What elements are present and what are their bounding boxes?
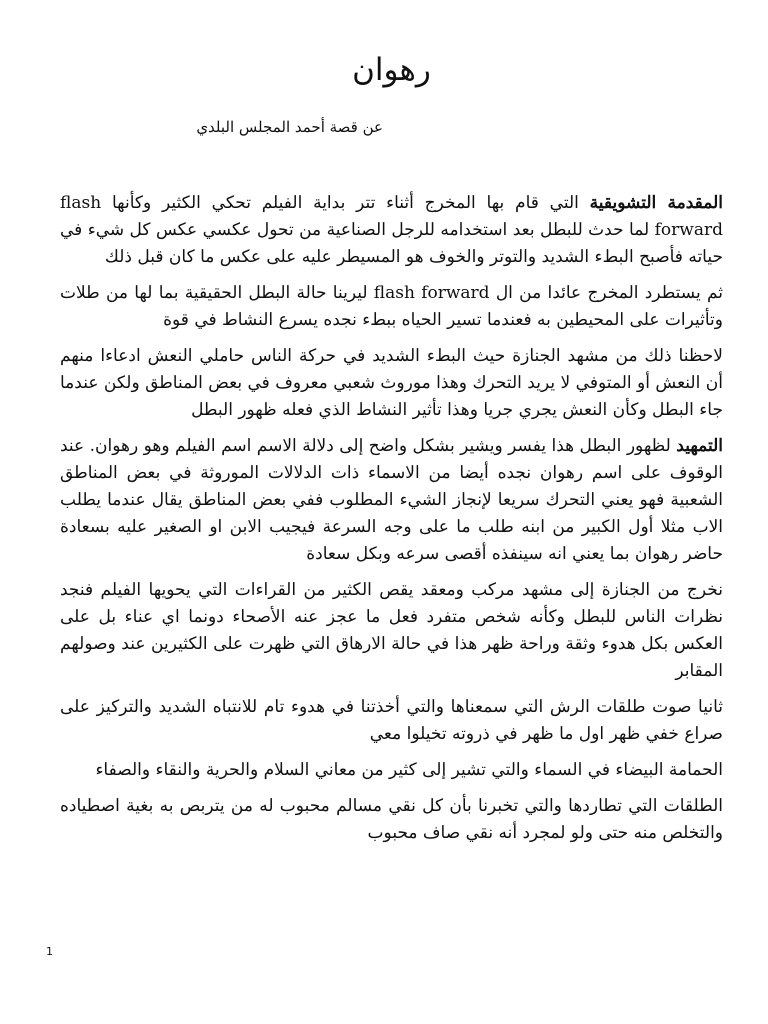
- paragraph-text: لاحظنا ذلك من مشهد الجنازة حيث البطء الشديد في حركة الناس حاملي النعش ادعاءا منهم أن النعش أو المتوفي لا يريد التحرك وهذا موروث شعبي معروف في بعض المناطق ولكن عندما جاء البطل وكأن النعش يجري جريا وهذا تأثير النشاط الذي فعله ظهور البطل: [60, 346, 723, 420]
- paragraph-1: [60, 190, 723, 271]
- paragraph-text: نخرج من الجنازة إلى مشهد مركب ومعقد يقص الكثير من القراءات التي يحويها الفيلم فنجد نظرات الناس للبطل وكأنه شخص متفرد فعل ما عجز عنه الأصحاء دونما اي عناء بل على العكس بكل هدوء وثقة وراحة ظهر هذا في حالة الارهاق التي ظهرت على الكثيرين عند وصولهم المقابر: [60, 580, 723, 681]
- document-subtitle: عن قصة أحمد المجلس البلدي: [196, 118, 383, 136]
- paragraph-4: [60, 433, 723, 568]
- paragraph-3: [60, 343, 723, 424]
- paragraph-text: الطلقات التي تطاردها والتي تخبرنا بأن كل نقي مسالم محبوب له من يتربص به بغية اصطياده والتخلص منه حتى ولو لمجرد أنه نقي صاف محبوب: [60, 796, 723, 843]
- document-body: [60, 190, 723, 856]
- paragraph-text: التي قام بها المخرج أثناء تتر بداية الفيلم تحكي الكثير وكأنها flash forward لما حدث للبطل بعد استخدامه للرجل الصناعية من تحول عكسي عكس كل شيء في حياته فأصبح البطء الشديد والتوتر والخوف هو المسيطر عليه على عكس ما كان قبل ذلك: [60, 193, 723, 267]
- paragraph-text: ثانيا صوت طلقات الرش التي سمعناها والتي أخذتنا في هدوء تام للانتباه الشديد والتركيز على صراع خفي ظهر اول ما ظهر في ذروته تخيلوا معي: [60, 697, 723, 744]
- document-page: [60, 0, 723, 1024]
- document-title: رهوان: [352, 52, 431, 88]
- paragraph-lead: المقدمة التشويقية: [589, 193, 724, 213]
- paragraph-text: ثم يستطرد المخرج عائدا من ال flash forward ليرينا حالة البطل الحقيقية بما لها من طلات وتأثيرات على المحيطين به فعندما تسير الحياه ببطء نجده يسرع النشاط في قوة: [60, 283, 723, 330]
- paragraph-text: الحمامة البيضاء في السماء والتي تشير إلى كثير من معاني السلام والحرية والنقاء والصفاء: [95, 760, 723, 780]
- paragraph-lead: التمهيد: [676, 436, 724, 456]
- paragraph-7: [60, 757, 723, 784]
- page-number: 1: [46, 945, 53, 958]
- paragraph-5: [60, 577, 723, 685]
- paragraph-8: [60, 793, 723, 847]
- paragraph-6: [60, 694, 723, 748]
- paragraph-2: [60, 280, 723, 334]
- paragraph-text: لظهور البطل هذا يفسر ويشير بشكل واضح إلى دلالة الاسم اسم الفيلم وهو رهوان. عند الوقوف على اسم رهوان نجده أيضا من الاسماء ذات الدلالات الموروثة في بعض المناطق الشعبية فهو يعني التحرك سريعا لإنجاز الشيء المطلوب ففي بعض المناطق يقال عندما يطلب الاب مثلا أول الكبير من ابنه طلب ما على وجه السرعة فيجيب الابن او الصغير عليه بسعادة حاضر رهوان بما يعني انه سينفذه أقصى سرعه وبكل سعادة: [60, 436, 723, 564]
